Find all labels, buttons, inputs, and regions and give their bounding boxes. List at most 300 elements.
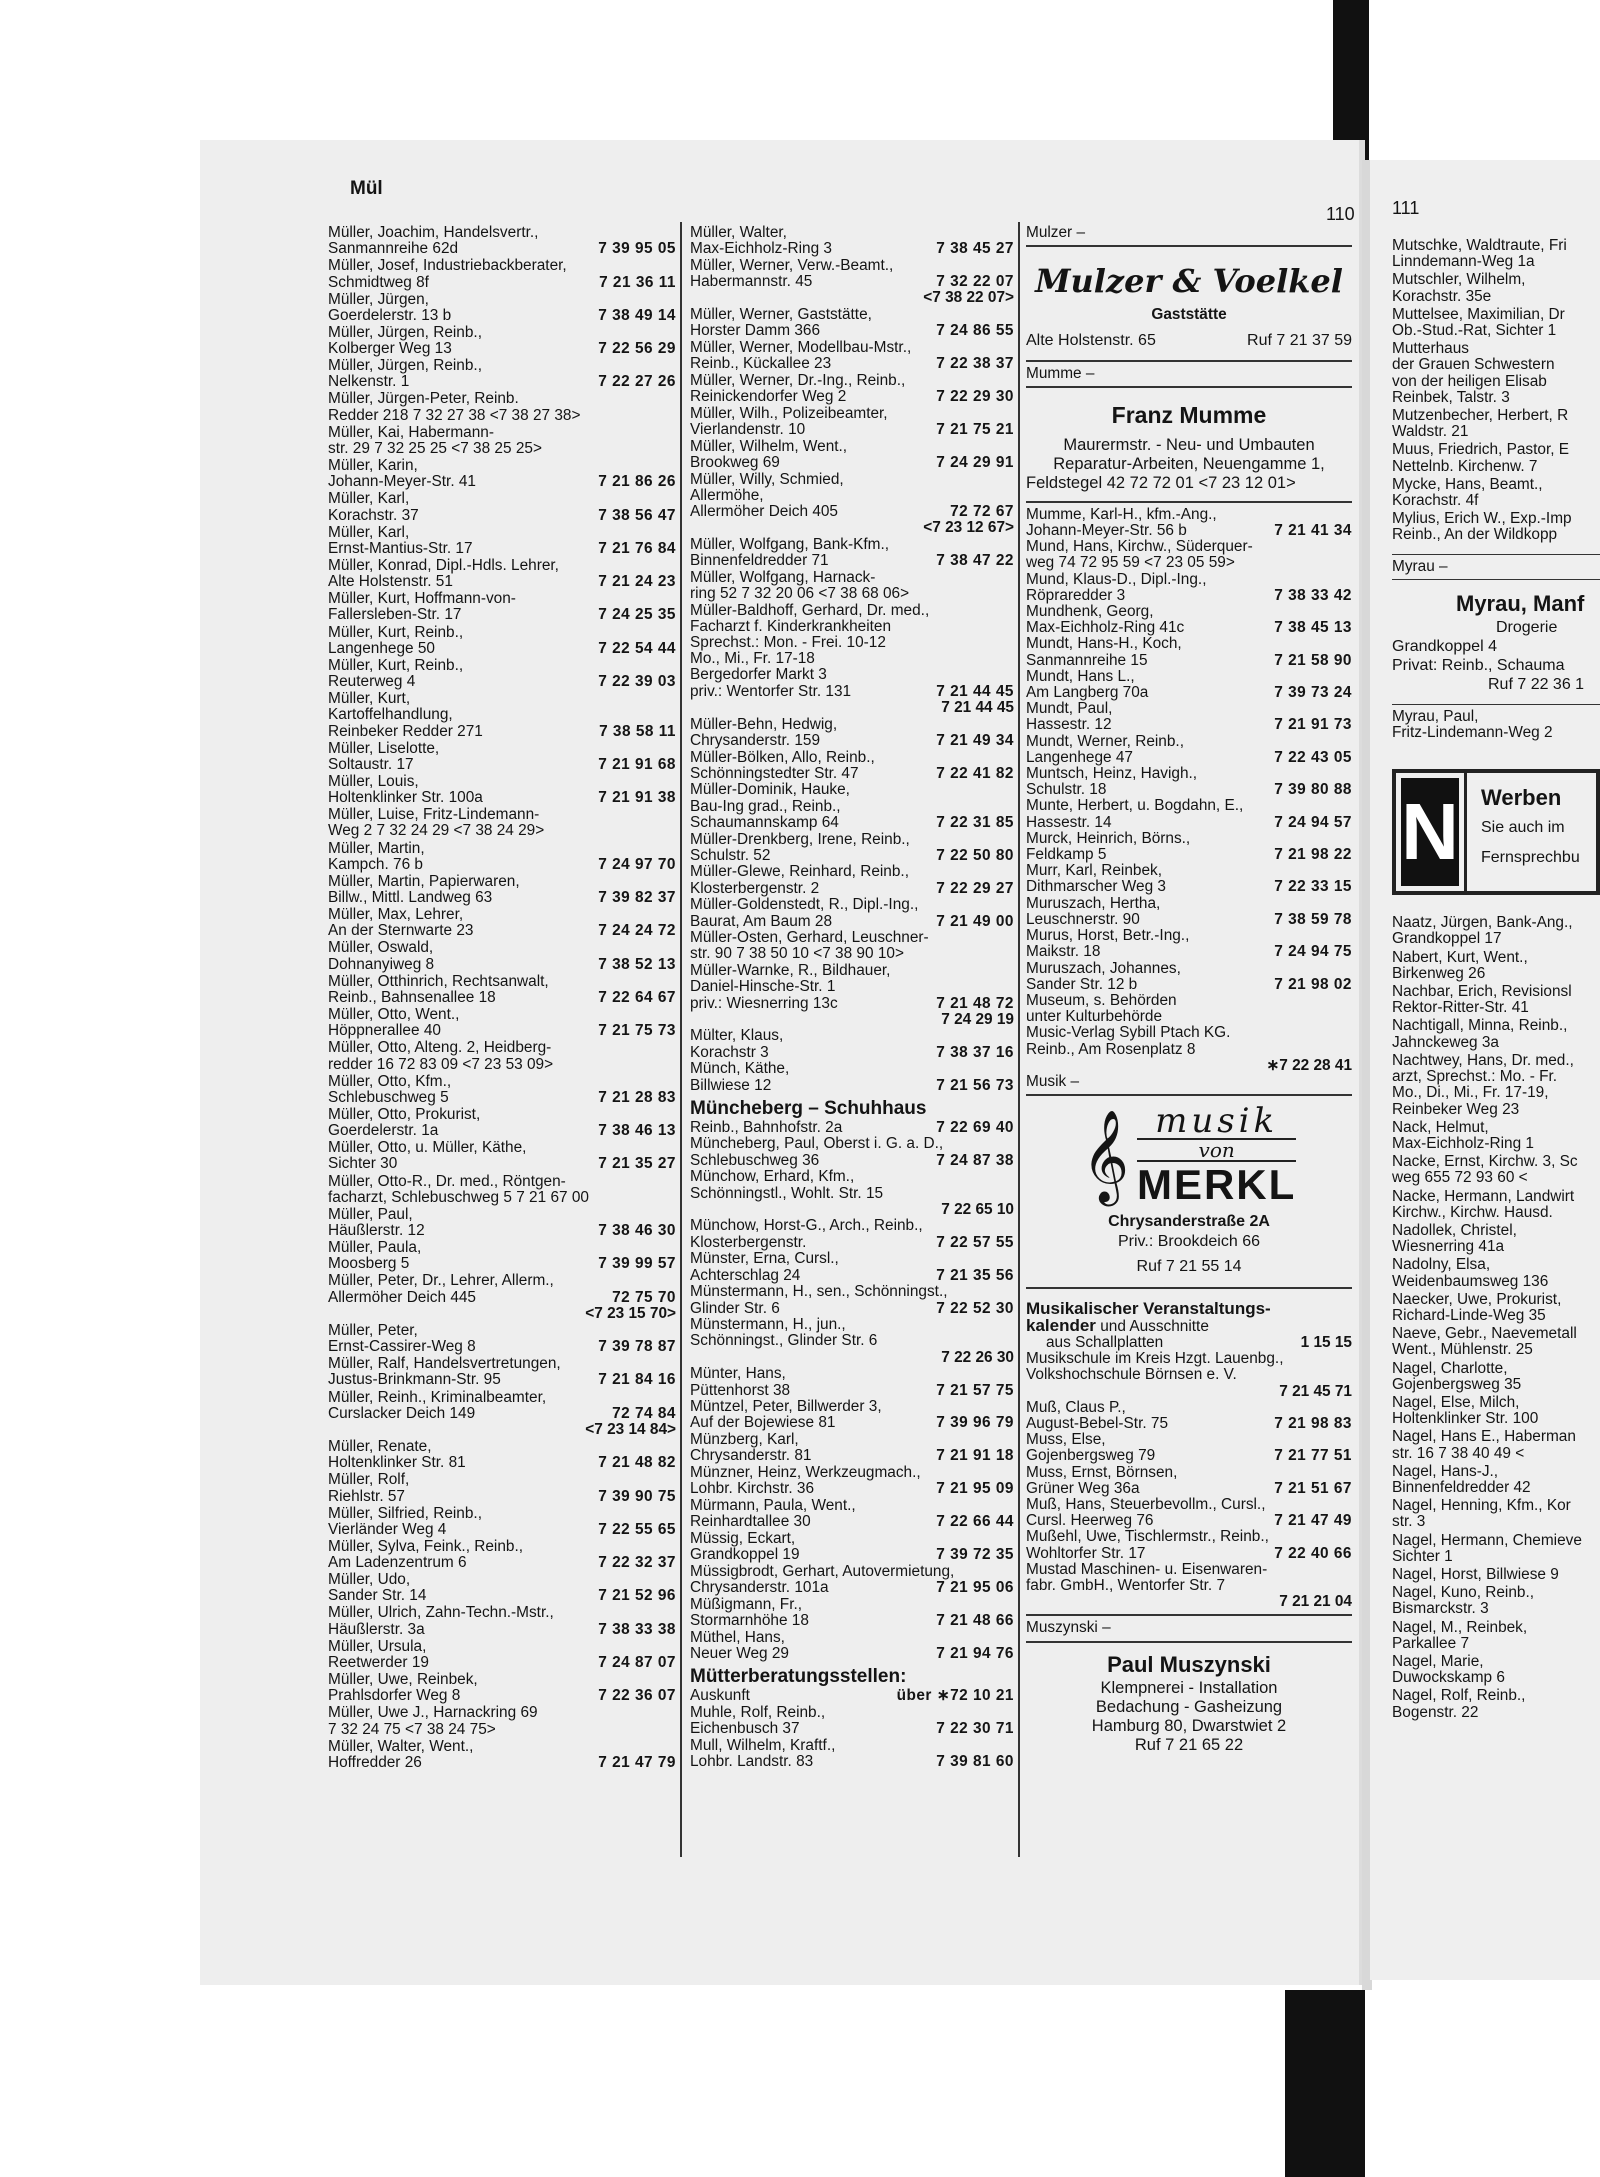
ad-mulzer-address: Alte Holstenstr. 65 — [1026, 332, 1156, 350]
list-item — [328, 1007, 676, 1039]
list-item — [1026, 1497, 1352, 1529]
list-item — [690, 225, 1014, 257]
list-item — [690, 1028, 1014, 1060]
entry-line: Duwockskamp 6 — [1392, 1669, 1505, 1687]
entry-line: str. 29 7 32 25 25 <7 38 25 25> — [328, 439, 542, 457]
phone-number: 7 22 38 37 — [936, 355, 1014, 373]
ad-mulzer-phone: Ruf 7 21 37 59 — [1247, 332, 1352, 350]
entry-line: Müthel, Hans, — [690, 1628, 785, 1646]
list-item — [690, 1564, 1014, 1596]
list-item — [328, 874, 676, 906]
entry-line: Müller, Kurt, Hoffmann-von- — [328, 590, 516, 608]
phone-number: 7 21 91 38 — [598, 789, 676, 807]
entry-line: Müller, Karin, — [328, 457, 418, 475]
list-item — [328, 358, 676, 390]
ad-myrau-phone: Ruf 7 22 36 1 — [1488, 675, 1585, 693]
entry-line: Muntsch, Heinz, Havigh., — [1026, 765, 1198, 783]
phone-number: 7 21 76 84 — [598, 539, 676, 557]
entry-line: Justus-Brinkmann-Str. 95 — [328, 1371, 501, 1389]
entry-line: Bismarckstr. 3 — [1392, 1600, 1489, 1618]
phone-number: 7 24 87 07 — [598, 1653, 676, 1671]
entry-line: Horster Damm 366 — [690, 322, 821, 340]
entry-line: Allermöher Deich 405 — [690, 502, 838, 520]
entry-line: Nadollek, Christel, — [1392, 1221, 1517, 1239]
list-item — [690, 864, 1014, 896]
entry-line: Mutschke, Waldtraute, Fri — [1392, 238, 1567, 254]
entry-line: Nagel, Else, Milch, — [1392, 1393, 1520, 1411]
entry-line: Röpraredder 3 — [1026, 586, 1126, 604]
list-item — [1392, 1053, 1600, 1118]
entry-line: Müller, Jürgen, Reinb., — [328, 323, 482, 341]
list-item — [1392, 915, 1600, 947]
phone-number: 7 38 33 42 — [1274, 586, 1352, 604]
phone-number: 7 39 78 87 — [598, 1338, 676, 1356]
phone-number: 7 22 29 27 — [936, 879, 1014, 897]
binding-shadow-bottom — [1285, 1990, 1365, 2177]
entry-line: Müller, Peter, Dr., Lehrer, Allerm., — [328, 1272, 554, 1290]
phone-number: 7 38 37 16 — [936, 1043, 1014, 1061]
list-item — [328, 1672, 676, 1704]
entry-line: Grüner Weg 36a — [1026, 1479, 1140, 1497]
entry-line: Kirchw., Kirchw. Hausd. — [1392, 1203, 1553, 1221]
entry-line: Müller-Dominik, Hauke, — [690, 781, 850, 799]
entry-line: Birkenweg 26 — [1392, 964, 1486, 982]
list-item — [690, 1432, 1014, 1464]
entry-line: Sichter 1 — [1392, 1547, 1453, 1565]
list-item — [1026, 863, 1352, 895]
entry-line: Baurat, Am Baum 28 — [690, 912, 833, 930]
list-item — [690, 1366, 1014, 1398]
phone-number: 7 38 59 78 — [1274, 910, 1352, 928]
entry-line: Nack, Helmut, — [1392, 1118, 1489, 1136]
phone-number: 7 39 82 37 — [598, 889, 676, 907]
entry-line: Holtenklinker Str. 81 — [328, 1454, 466, 1472]
list-item — [1392, 1018, 1600, 1050]
entry-line: Münchow, Erhard, Kfm., — [690, 1168, 855, 1186]
entry-line: redder 16 72 83 09 <7 23 53 09> — [328, 1055, 554, 1073]
entry-line: Ernst-Mantius-Str. 17 — [328, 539, 473, 557]
phone-number: 7 22 57 55 — [936, 1233, 1014, 1251]
entry-line: Moosberg 5 — [328, 1255, 410, 1273]
entry-line: Müller, Otto, u. Müller, Käthe, — [328, 1139, 527, 1157]
ad-muszynski-line: Hamburg 80, Dwarstwiet 2 — [1091, 1716, 1287, 1735]
entry-line: Reinbeker Redder 271 — [328, 722, 483, 740]
entry-line: str. 3 — [1392, 1513, 1426, 1531]
phone-number: 7 22 43 05 — [1274, 748, 1352, 766]
phone-number: 7 21 86 26 — [598, 473, 676, 491]
entry-line: str. 16 7 38 40 49 < — [1392, 1444, 1525, 1462]
phone-number: <7 23 15 70> — [585, 1304, 676, 1322]
entry-line: Mycke, Hans, Beamt., — [1392, 475, 1543, 493]
section-head-muszynski: Muszynski – — [1026, 1619, 1111, 1637]
entry-line: Müller, Wilh., Polizeibeamter, — [690, 404, 888, 422]
entry-line: Murus, Horst, Betr.-Ing., — [1026, 927, 1190, 945]
entry-line: Sanmannreihe 62d — [328, 240, 459, 258]
divider — [1026, 1094, 1352, 1096]
section-heading: Müncheberg – Schuhhaus — [690, 1097, 927, 1119]
entry-line: Müller, Willy, Schmied, — [690, 470, 844, 488]
list-item — [328, 1472, 676, 1504]
list-item — [328, 1356, 676, 1388]
entry-line: Reinb., Bahnhofstr. 2a — [690, 1118, 843, 1136]
entry-line: Muss, Ernst, Börnsen, — [1026, 1463, 1178, 1481]
entry-line: von der heiligen Elisab — [1392, 372, 1547, 390]
list-item — [1392, 1189, 1600, 1221]
phone-number: 7 21 45 71 — [1279, 1382, 1352, 1400]
entry-line: Allermöher Deich 445 — [328, 1288, 476, 1306]
entry-line: fabr. GmbH., Wentorfer Str. 7 — [1026, 1576, 1226, 1594]
entry-line: Münzner, Heinz, Werkzeugmach., — [690, 1464, 921, 1482]
phone-number: 7 21 77 51 — [1274, 1447, 1352, 1465]
entry-line: Nagel, Kuno, Reinb., — [1392, 1584, 1535, 1602]
phone-number: 7 22 27 26 — [598, 373, 676, 391]
list-item — [1392, 477, 1600, 509]
list-item — [1026, 636, 1352, 668]
phone-number: 7 22 41 82 — [936, 764, 1014, 782]
entry-line: Müller, Kurt, — [328, 690, 411, 708]
entry-line: Nachtwey, Hans, Dr. med., — [1392, 1051, 1574, 1069]
entry-line: Klosterbergenstr. — [690, 1233, 807, 1251]
phone-number: 7 24 29 19 — [941, 1010, 1014, 1028]
list-item — [328, 1390, 676, 1439]
entry-line: Schlebuschweg 5 — [328, 1088, 449, 1106]
entry-line: Muß, Claus P., — [1026, 1398, 1126, 1416]
phone-number: 7 21 98 83 — [1274, 1414, 1352, 1432]
list-item — [690, 1136, 1014, 1168]
list-item — [328, 292, 676, 324]
ad-merkl-line: von — [1137, 1138, 1296, 1162]
entry-line: Reinb., Kückallee 23 — [690, 355, 832, 373]
phone-number: 72 72 67 — [950, 502, 1014, 520]
entry-line: Münstermann, H., jun., — [690, 1316, 846, 1334]
entry-line: Nagel, Horst, Billwiese 9 — [1392, 1565, 1559, 1583]
list-item — [1392, 1223, 1600, 1255]
list-item — [328, 1705, 676, 1737]
entry-line: Binnenfeldredder 42 — [1392, 1478, 1531, 1496]
entry-line: Reinb., An der Wildkopp — [1392, 526, 1558, 544]
entry-line: An der Sternwarte 23 — [328, 922, 474, 940]
list-item — [690, 570, 1014, 602]
phone-number: 7 24 87 38 — [936, 1151, 1014, 1169]
entry-line: Gojenbergsweg 79 — [1026, 1447, 1156, 1465]
ad-merkl-line: musik — [1155, 1101, 1279, 1142]
phone-number: 7 21 49 34 — [936, 731, 1014, 749]
list-item — [1392, 1429, 1600, 1461]
entry-line: Weidenbaumsweg 136 — [1392, 1272, 1549, 1290]
phone-number: 7 38 33 38 — [598, 1620, 676, 1638]
phone-number: 7 21 91 68 — [598, 755, 676, 773]
entry-line: Müller, Udo, — [328, 1571, 411, 1589]
entry-line: Müller-Drenkberg, Irene, Reinb., — [690, 830, 910, 848]
list-item — [1026, 734, 1352, 766]
ad-muszynski — [1026, 1647, 1352, 1755]
entry-line: Muss, Else, — [1026, 1431, 1106, 1449]
section-head-musik: Musik – — [1026, 1072, 1080, 1090]
entry-line: Müller, Werner, Verw.-Beamt., — [690, 256, 894, 274]
phone-number: 7 21 98 02 — [1274, 975, 1352, 993]
list-item — [1392, 1533, 1600, 1565]
entry-line: Müller, Ulrich, Zahn-Techn.-Mstr., — [328, 1604, 554, 1622]
ad-myrau-name: Myrau, Manf — [1456, 590, 1585, 616]
entry-line: Habermannstr. 45 — [690, 273, 813, 291]
phone-number: 7 21 44 45 — [936, 682, 1014, 700]
entry-line: Soltaustr. 17 — [328, 755, 414, 773]
entry-line: Stormarnhöhe 18 — [690, 1611, 809, 1629]
entry-line: Nagel, Charlotte, — [1392, 1359, 1508, 1377]
list-item — [328, 1572, 676, 1604]
list-item — [1392, 1498, 1600, 1530]
entry-line: Naeve, Gebr., Naevemetall — [1392, 1325, 1577, 1343]
entry-line: Musikschule im Kreis Hzgt. Lauenbg., — [1026, 1350, 1284, 1368]
phone-number: <7 23 12 67> — [923, 519, 1014, 537]
entry-line: Leuschnerstr. 90 — [1026, 910, 1140, 928]
entry-line: Schulstr. 18 — [1026, 781, 1107, 799]
list-item — [328, 658, 676, 690]
entry-line: weg 655 72 93 60 < — [1392, 1169, 1528, 1187]
entry-line: Sichter 30 — [328, 1155, 398, 1173]
entry-line: Rektor-Ritter-Str. 41 — [1392, 999, 1529, 1017]
entry-line: Müller-Warnke, R., Bildhauer, — [690, 962, 891, 980]
phone-number: 7 21 35 56 — [936, 1266, 1014, 1284]
entry-line: Korachstr. 35e — [1392, 287, 1492, 305]
list-item — [1392, 1395, 1600, 1427]
entry-line: Went., Mühlenstr. 25 — [1392, 1341, 1533, 1359]
ad-mumme-name: Franz Mumme — [1111, 401, 1267, 428]
list-item — [1026, 1529, 1352, 1561]
entry-line: Müller-Baldhoff, Gerhard, Dr. med., — [690, 601, 930, 619]
entry-line: Daniel-Hinsche-Str. 1 — [690, 978, 836, 996]
list-item — [328, 774, 676, 806]
entry-line: Schönningstedter Str. 47 — [690, 764, 859, 782]
ad-merkl-private: Priv.: Brookdeich 66 — [1118, 1233, 1260, 1251]
entry-line: Müller, Paul, — [328, 1205, 413, 1223]
phone-number: 7 22 66 44 — [936, 1513, 1014, 1531]
entry-line: Holtenklinker Str. 100 — [1392, 1410, 1539, 1428]
phone-number: 7 38 56 47 — [598, 506, 676, 524]
entry-line: Müller, Werner, Dr.-Ing., Reinb., — [690, 371, 906, 389]
entry-line: Müller, Liselotte, — [328, 739, 440, 757]
entry-line: 7 32 24 75 <7 38 24 75> — [328, 1720, 496, 1738]
list-item — [1392, 709, 1600, 741]
entry-line: Müller, Sylva, Feink., Reinb., — [328, 1537, 524, 1555]
list-item — [1026, 507, 1352, 539]
entry-line: Wohltorfer Str. 17 — [1026, 1544, 1146, 1562]
entry-line: weg 74 72 95 59 <7 23 05 59> — [1026, 554, 1235, 572]
entry-line: Billw., Mittl. Landweg 63 — [328, 889, 493, 907]
entry-line: Müller, Jürgen-Peter, Reinb. — [328, 390, 519, 408]
list-item — [690, 897, 1014, 929]
phone-number: 7 39 96 79 — [936, 1414, 1014, 1432]
entry-line: Bogenstr. 22 — [1392, 1703, 1479, 1721]
phone-number: 7 24 94 57 — [1274, 813, 1352, 831]
list-item — [690, 1498, 1014, 1530]
list-item — [690, 1317, 1014, 1366]
list-item — [1026, 539, 1352, 571]
list-item — [690, 1630, 1014, 1662]
entry-line: Reinbeker Weg 23 — [1392, 1100, 1520, 1118]
entry-line: Münster, Erna, Cursl., — [690, 1250, 839, 1268]
entry-line: Reinickendorfer Weg 2 — [690, 388, 847, 406]
phone-number: 7 21 21 04 — [1279, 1593, 1352, 1611]
entry-line: Müncheberg, Paul, Oberst i. G. a. D., — [690, 1135, 944, 1153]
entry-line: Dohnanyiweg 8 — [328, 955, 435, 973]
phone-number: 7 32 22 07 — [936, 273, 1014, 291]
banner-line: Sie auch im — [1481, 819, 1565, 837]
entry-line: Vierlandenstr. 10 — [690, 420, 806, 438]
entry-line: Max-Eichholz-Ring 41c — [1026, 619, 1185, 637]
phone-number: 7 22 30 71 — [936, 1719, 1014, 1737]
entry-line: Maikstr. 18 — [1026, 943, 1101, 961]
list-item — [690, 258, 1014, 307]
phone-number: 7 21 35 27 — [598, 1155, 676, 1173]
entry-line: Max-Eichholz-Ring 1 — [1392, 1134, 1534, 1152]
phone-number: 7 21 48 82 — [598, 1454, 676, 1472]
phone-number: 7 39 99 57 — [598, 1255, 676, 1273]
phone-number: 7 38 49 14 — [598, 306, 676, 324]
phone-number: 7 22 32 37 — [598, 1554, 676, 1572]
phone-number: 7 21 91 73 — [1274, 716, 1352, 734]
entry-line: Nagel, Hans E., Haberman — [1392, 1428, 1576, 1446]
list-item — [328, 1040, 676, 1072]
entry-line: Mundt, Paul, — [1026, 700, 1113, 718]
column-4 — [1392, 238, 1600, 1723]
phone-number: 7 22 56 29 — [598, 340, 676, 358]
list-item — [690, 1251, 1014, 1283]
list-item — [690, 1705, 1014, 1737]
entry-line: Facharzt f. Kinderkrankheiten — [690, 617, 892, 635]
entry-line: Johann-Meyer-Str. 41 — [328, 473, 476, 491]
phone-number: 7 21 48 66 — [936, 1611, 1014, 1629]
entry-line: Weg 2 7 32 24 29 <7 38 24 29> — [328, 822, 545, 840]
list-item — [690, 1284, 1014, 1316]
list-item — [690, 750, 1014, 782]
entry-line: Müller, Wolfgang, Bank-Kfm., — [690, 535, 890, 553]
list-item — [328, 974, 676, 1006]
entry-line: Nacke, Hermann, Landwirt — [1392, 1187, 1575, 1205]
entry-line: Müller, Otthinrich, Rechtsanwalt, — [328, 972, 549, 990]
entry-line: Mo., Mi., Fr. 17-18 — [690, 650, 815, 668]
entry-line: Mutterhaus — [1392, 340, 1469, 358]
entry-line: Muruszach, Hertha, — [1026, 894, 1161, 912]
entry-line: Auf der Bojewiese 81 — [690, 1414, 836, 1432]
ad-muszynski-name: Paul Muszynski — [1107, 1651, 1271, 1677]
entry-line: Lohbr. Landstr. 83 — [690, 1752, 814, 1770]
phone-number: 7 38 45 27 — [936, 240, 1014, 258]
ad-merkl-phone: Ruf 7 21 55 14 — [1136, 1257, 1242, 1275]
entry-line: Langenhege 47 — [1026, 748, 1133, 766]
entry-line: Müller, Karl, — [328, 490, 410, 508]
entry-line: Reetwerder 19 — [328, 1653, 429, 1671]
entry-line: Müller, Reinh., Kriminalbeamter, — [328, 1388, 547, 1406]
section-head-myrau: Myrau – — [1392, 557, 1448, 575]
entry-line: Häußlerstr. 12 — [328, 1222, 425, 1240]
list-item — [328, 625, 676, 657]
entry-line: Sander Str. 12 b — [1026, 975, 1138, 993]
entry-line: Curslacker Deich 149 — [328, 1404, 476, 1422]
entry-line: Bergedorfer Markt 3 — [690, 666, 827, 684]
entry-line: Am Ladenzentrum 6 — [328, 1554, 467, 1572]
phone-number: 7 21 91 18 — [936, 1447, 1014, 1465]
banner-line: Fernsprechbu — [1481, 849, 1580, 867]
list-item — [1392, 950, 1600, 982]
kalender-entry — [1026, 1293, 1352, 1351]
entry-line: Prahlsdorfer Weg 8 — [328, 1687, 461, 1705]
column-1 — [328, 225, 676, 1772]
phone-number: 7 21 75 21 — [936, 420, 1014, 438]
phone-number: 7 21 95 09 — [936, 1480, 1014, 1498]
entry-line: Müller, Kurt, Reinb., — [328, 656, 464, 674]
list-item — [1392, 1326, 1600, 1358]
page-number-right: 111 — [1392, 198, 1420, 218]
ad-muszynski-line: Ruf 7 21 65 22 — [1134, 1735, 1244, 1754]
entry-line: Müller, Ralf, Handelsvertretungen, — [328, 1355, 561, 1373]
list-item — [690, 963, 1014, 1028]
phone-number: 7 22 26 30 — [941, 1348, 1014, 1366]
entry-line: Müller-Goldenstedt, R., Dipl.-Ing., — [690, 896, 919, 914]
list-item — [1392, 1464, 1600, 1496]
list-item — [1392, 307, 1600, 339]
phone-number: 7 22 52 30 — [936, 1299, 1014, 1317]
kalender-line: aus Schallplatten — [1046, 1333, 1164, 1351]
entry-line: Müller, Martin, — [328, 839, 425, 857]
entry-line: Nagel, Rolf, Reinb., — [1392, 1687, 1526, 1705]
list-item — [1392, 1567, 1600, 1583]
phone-number: 7 39 81 60 — [936, 1752, 1014, 1770]
phone-number: 7 39 73 24 — [1274, 684, 1352, 702]
entry-line: Müller, Karl, — [328, 523, 410, 541]
phone-number: 7 38 52 13 — [598, 955, 676, 973]
entry-line: Müller, Jürgen, Reinb., — [328, 357, 482, 375]
entry-line: facharzt, Schlebuschweg 5 7 21 67 00 — [328, 1188, 589, 1206]
entry-line: Münchow, Horst-G., Arch., Reinb., — [690, 1217, 923, 1235]
entry-line: Mo., Di., Mi., Fr. 17-19, — [1392, 1084, 1549, 1102]
entry-line: Nachbar, Erich, Revisionsl — [1392, 983, 1572, 1001]
entry-line: August-Bebel-Str. 75 — [1026, 1414, 1169, 1432]
kalender-rest: und Ausschnitte — [1095, 1317, 1209, 1335]
ad-mumme-line: Reparatur-Arbeiten, Neuengamme 1, — [1053, 454, 1325, 473]
entry-line: Nagel, Marie, — [1392, 1653, 1484, 1670]
entry-line: Mülter, Klaus, — [690, 1027, 784, 1045]
list-item — [1026, 1562, 1352, 1611]
entry-line: Eichenbusch 37 — [690, 1719, 800, 1737]
entry-line: Schönningstl., Wohlt. Str. 15 — [690, 1184, 884, 1202]
entry-line: Müller, Otto-R., Dr. med., Röntgen- — [328, 1172, 566, 1190]
ad-myrau-sub: Drogerie — [1496, 618, 1558, 636]
entry-line: Mylius, Erich W., Exp.-Imp — [1392, 510, 1572, 528]
list-item — [690, 1169, 1014, 1218]
phone-number: 7 21 75 73 — [598, 1022, 676, 1040]
entry-line: Muruszach, Johannes, — [1026, 959, 1181, 977]
entry-line: Muhle, Rolf, Reinb., — [690, 1703, 826, 1721]
phone-number: 7 24 94 75 — [1274, 943, 1352, 961]
entry-line: Nelkenstr. 1 — [328, 373, 410, 391]
entry-line: Hoffredder 26 — [328, 1753, 422, 1771]
phone-number: 7 38 47 22 — [936, 552, 1014, 570]
phone-number: 1 15 15 — [1300, 1333, 1352, 1351]
entry-line: Müller-Osten, Gerhard, Leuschner- — [690, 929, 929, 947]
entry-line: Murck, Heinrich, Börns., — [1026, 829, 1191, 847]
list-item — [328, 1107, 676, 1139]
phone-number: ∗7 22 28 41 — [1266, 1056, 1352, 1074]
ad-myrau-line: Grandkoppel 4 — [1392, 637, 1497, 655]
entry-line: Müller, Werner, Modellbau-Mstr., — [690, 338, 912, 356]
list-item — [690, 717, 1014, 749]
entry-line: Schmidtweg 8f — [328, 273, 429, 291]
section-heading: Mütterberatungsstellen: — [690, 1665, 907, 1687]
phone-number: 7 39 72 35 — [936, 1546, 1014, 1564]
entry-line: Mundt, Werner, Reinb., — [1026, 732, 1184, 750]
entry-line: Müller, Kai, Habermann- — [328, 423, 494, 441]
